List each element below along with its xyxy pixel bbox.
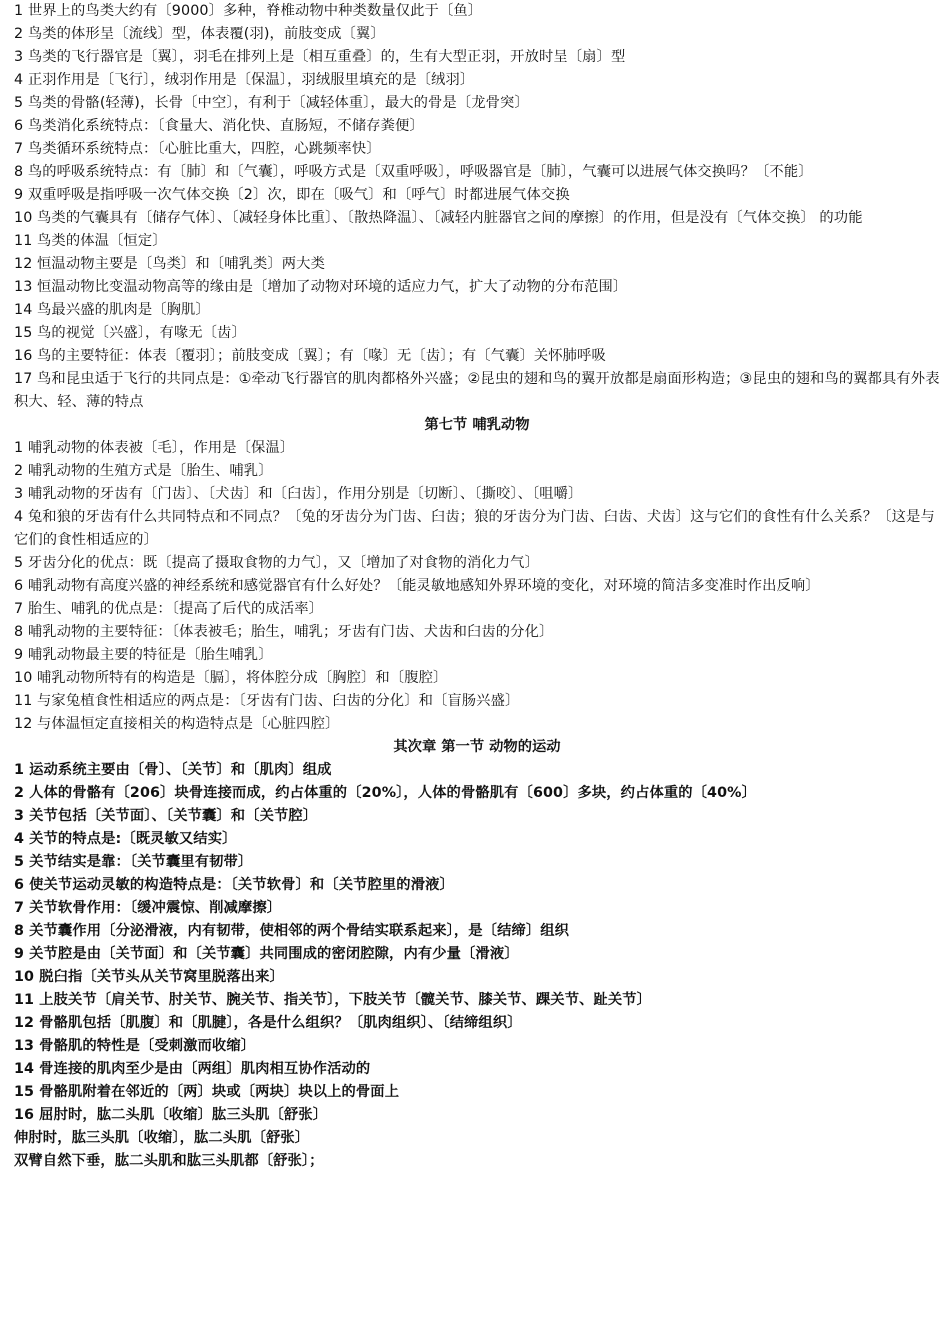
list-item: 1 哺乳动物的体表被〔毛〕，作用是〔保温〕 xyxy=(14,440,295,456)
list-item: 5 关节结实是靠：〔关节囊里有韧带〕 xyxy=(14,854,253,870)
list-item: 1 运动系统主要由〔骨〕、〔关节〕和〔肌肉〕组成 xyxy=(14,762,332,778)
list-item: 12 与体温恒定直接相关的构造特点是〔心脏四腔〕 xyxy=(14,716,340,732)
list-item: 17 鸟和昆虫适于飞行的共同点是：①牵动飞行器官的肌肉都格外兴盛；②昆虫的翅和鸟的翼开放都是扇面形构造；③昆虫的翅和鸟的翼都具有外表积大、轻、薄的特点 xyxy=(14,371,940,410)
list-item: 13 恒温动物比变温动物高等的缘由是〔增加了动物对环境的适应力气，扩大了动物的分布范围〕 xyxy=(14,279,628,295)
list-item: 1 世界上的鸟类大约有〔9000〕多种，脊椎动物中种类数量仅此于〔鱼〕 xyxy=(14,3,483,19)
list-item: 6 使关节运动灵敏的构造特点是：〔关节软骨〕和〔关节腔里的滑液〕 xyxy=(14,877,454,893)
list-item: 13 骨骼肌的特性是〔受刺激而收缩〕 xyxy=(14,1038,256,1054)
list-item: 4 关节的特点是:〔既灵敏又结实〕 xyxy=(14,831,237,847)
list-item: 11 与家兔植食性相适应的两点是：〔牙齿有门齿、臼齿的分化〕和〔盲肠兴盛〕 xyxy=(14,693,520,709)
list-item: 12 恒温动物主要是〔鸟类〕和〔哺乳类〕两大类 xyxy=(14,256,325,272)
list-item: 10 哺乳动物所特有的构造是〔膈〕，将体腔分成〔胸腔〕和〔腹腔〕 xyxy=(14,670,448,686)
list-item: 3 哺乳动物的牙齿有〔门齿〕、〔犬齿〕和〔臼齿〕，作用分别是〔切断〕、〔撕咬〕、〔咀嚼〕 xyxy=(14,486,583,502)
list-item: 2 哺乳动物的生殖方式是〔胎生、哺乳〕 xyxy=(14,463,273,479)
list-item: 8 哺乳动物的主要特征：〔体表被毛；胎生，哺乳；牙齿有门齿、犬齿和臼齿的分化〕 xyxy=(14,624,554,640)
list-item: 4 兔和狼的牙齿有什么共同特点和不同点？〔兔的牙齿分为门齿、臼齿；狼的牙齿分为门齿、臼齿、犬齿〕这与它们的食性有什么关系？〔这是与它们的食性相适应的〕 xyxy=(14,509,935,548)
movement-section xyxy=(14,759,940,1173)
list-item: 14 骨连接的肌肉至少是由〔两组〕肌肉相互协作活动的 xyxy=(14,1061,371,1077)
list-item: 7 关节软骨作用：〔缓冲震惊、削减摩擦〕 xyxy=(14,900,282,916)
section-heading-mammals: 第七节 哺乳动物 xyxy=(424,417,530,433)
document-page xyxy=(14,0,940,1173)
list-item: 10 脱臼指〔关节头从关节窝里脱落出来〕 xyxy=(14,969,284,985)
list-item: 14 鸟最兴盛的肌肉是〔胸肌〕 xyxy=(14,302,210,318)
list-item: 11 鸟类的体温〔恒定〕 xyxy=(14,233,167,249)
list-item: 8 鸟的呼吸系统特点：有〔肺〕和〔气囊〕，呼吸方式是〔双重呼吸〕，呼吸器官是〔肺〕，气囊可以进展气体交换吗？〔不能〕 xyxy=(14,164,813,180)
list-item: 8 关节囊作用〔分泌滑液，内有韧带，使相邻的两个骨结实联系起来〕，是〔结缔〕组织 xyxy=(14,923,570,939)
list-item: 12 骨骼肌包括〔肌腹〕和〔肌腱〕，各是什么组织？〔肌肉组织〕、〔结缔组织〕 xyxy=(14,1015,522,1031)
list-item: 3 鸟类的飞行器官是〔翼〕，羽毛在排列上是〔相互重叠〕的，生有大型正羽，开放时呈〔扇〕型 xyxy=(14,49,626,65)
list-item: 9 哺乳动物最主要的特征是〔胎生哺乳〕 xyxy=(14,647,273,663)
list-item: 6 鸟类消化系统特点：〔食量大、消化快、直肠短，不储存粪便〕 xyxy=(14,118,424,134)
birds-section xyxy=(14,0,940,414)
list-item: 3 关节包括〔关节面〕、〔关节囊〕和〔关节腔〕 xyxy=(14,808,318,824)
list-item: 2 鸟类的体形呈〔流线〕型，体表覆(羽)，前肢变成〔翼〕 xyxy=(14,26,385,42)
mammals-section xyxy=(14,437,940,736)
list-item: 16 鸟的主要特征：体表〔覆羽〕；前肢变成〔翼〕；有〔喙〕无〔齿〕；有〔气囊〕关怀肺呼吸 xyxy=(14,348,606,364)
list-item: 伸肘时，肱三头肌〔收缩〕，肱二头肌〔舒张〕 xyxy=(14,1130,310,1146)
list-item: 5 鸟类的骨骼(轻薄)，长骨〔中空〕，有利于〔减轻体重〕，最大的骨是〔龙骨突〕 xyxy=(14,95,529,111)
list-item: 7 胎生、哺乳的优点是：〔提高了后代的成活率〕 xyxy=(14,601,324,617)
list-item: 7 鸟类循环系统特点：〔心脏比重大，四腔，心跳频率快〕 xyxy=(14,141,381,157)
list-item: 10 鸟类的气囊具有〔储存气体〕、〔减轻身体比重〕、〔散热降温〕、〔减轻内脏器官之间的摩擦〕的作用，但是没有〔气体交换〕 的功能 xyxy=(14,210,863,226)
list-item: 11 上肢关节〔肩关节、肘关节、腕关节、指关节〕，下肢关节〔髋关节、膝关节、踝关节、趾关节〕 xyxy=(14,992,652,1008)
list-item: 2 人体的骨骼有〔206〕块骨连接而成，约占体重的〔20%〕，人体的骨骼肌有〔600〕多块，约占体重的〔40%〕 xyxy=(14,785,756,801)
list-item: 双臂自然下垂，肱二头肌和肱三头肌都〔舒张〕； xyxy=(14,1153,324,1169)
list-item: 15 鸟的视觉〔兴盛〕，有喙无〔齿〕 xyxy=(14,325,246,341)
list-item: 5 牙齿分化的优点：既〔提高了摄取食物的力气〕，又〔增加了对食物的消化力气〕 xyxy=(14,555,539,571)
list-item: 16 屈肘时，肱二头肌〔收缩〕肱三头肌〔舒张〕 xyxy=(14,1107,328,1123)
list-item: 6 哺乳动物有高度兴盛的神经系统和感觉器官有什么好处？〔能灵敏地感知外界环境的变化，对环境的简洁多变准时作出反响〕 xyxy=(14,578,820,594)
section-heading-movement: 其次章 第一节 动物的运动 xyxy=(393,739,561,755)
list-item: 9 关节腔是由〔关节面〕和〔关节囊〕共同围成的密闭腔隙，内有少量〔滑液〕 xyxy=(14,946,519,962)
list-item: 9 双重呼吸是指呼吸一次气体交换〔2〕次，即在〔吸气〕和〔呼气〕时都进展气体交换 xyxy=(14,187,570,203)
list-item: 4 正羽作用是〔飞行〕，绒羽作用是〔保温〕，羽绒服里填充的是〔绒羽〕 xyxy=(14,72,475,88)
list-item: 15 骨骼肌附着在邻近的〔两〕块或〔两块〕块以上的骨面上 xyxy=(14,1084,400,1100)
